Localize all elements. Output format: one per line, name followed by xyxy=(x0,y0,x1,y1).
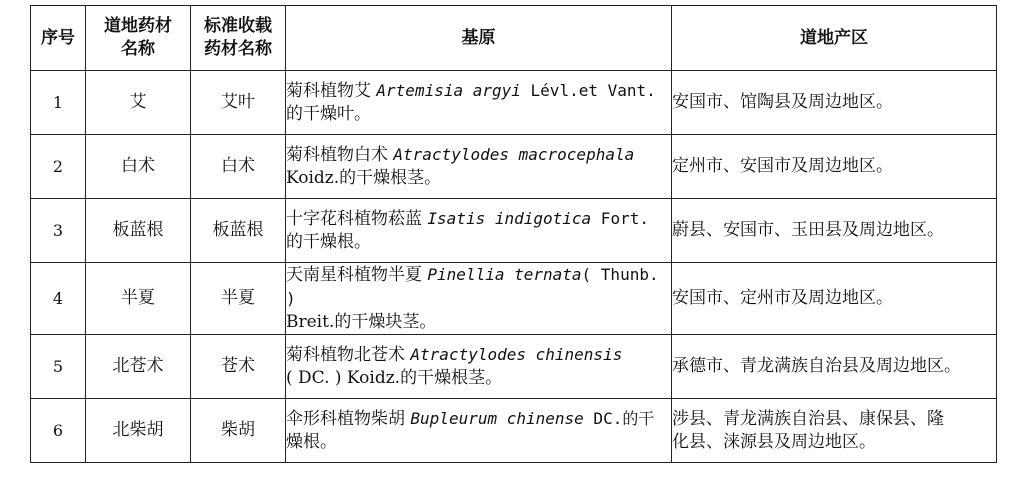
cell-authentic-name: 艾 xyxy=(86,71,191,135)
cell-region xyxy=(672,71,997,135)
cell-standard-name: 板蓝根 xyxy=(191,199,286,263)
header-origin: 基原 xyxy=(286,6,672,71)
header-no: 序号 xyxy=(31,6,86,71)
cell-region xyxy=(672,135,997,199)
cell-region xyxy=(672,199,997,263)
cell-authentic-name: 板蓝根 xyxy=(86,199,191,263)
cell-no: 6 xyxy=(31,399,86,463)
origin-text: 天南星科植物半夏 xyxy=(286,265,428,285)
origin-latin-name: Isatis indigotica xyxy=(427,209,592,228)
cell-origin xyxy=(286,135,672,199)
herb-table xyxy=(30,5,997,463)
origin-author: ( Thunb. ) xyxy=(286,265,659,308)
origin-latin-name: Pinellia ternata xyxy=(427,265,582,284)
origin-text: 菊科植物白术 xyxy=(286,145,394,165)
cell-standard-name: 柴胡 xyxy=(191,399,286,463)
origin-text: 十字花科植物菘蓝 xyxy=(286,209,428,229)
header-standard-name: 标准收载 药材名称 xyxy=(191,6,286,71)
cell-origin xyxy=(286,335,672,399)
cell-origin xyxy=(286,399,672,463)
cell-standard-name: 苍术 xyxy=(191,335,286,399)
origin-latin-name: Bupleurum chinense xyxy=(410,409,584,428)
origin-author: Lévl.et Vant. xyxy=(520,81,656,100)
origin-author: DC.的干 xyxy=(583,409,655,428)
origin-text-line2: Breit.的干燥块茎。 xyxy=(286,312,437,332)
cell-authentic-name: 北柴胡 xyxy=(86,399,191,463)
cell-origin xyxy=(286,263,672,335)
origin-latin-name: Atractylodes macrocephala xyxy=(393,145,635,164)
cell-authentic-name: 北苍术 xyxy=(86,335,191,399)
region-text: 承德市、青龙满族自治县及周边地区。 xyxy=(672,356,961,376)
region-text: 安国市、馆陶县及周边地区。 xyxy=(672,92,893,112)
origin-text: 伞形科植物柴胡 xyxy=(286,409,411,429)
table-body xyxy=(31,71,997,463)
region-text-line2: 化县、涞源县及周边地区。 xyxy=(672,431,876,452)
table-row xyxy=(31,135,997,199)
cell-no: 2 xyxy=(31,135,86,199)
origin-author: Fort. xyxy=(591,209,649,228)
origin-text-line2: 的干燥叶。 xyxy=(286,104,371,124)
cell-no: 4 xyxy=(31,263,86,335)
cell-authentic-name: 白术 xyxy=(86,135,191,199)
cell-region xyxy=(672,335,997,399)
origin-latin-name: Artemisia argyi xyxy=(376,81,521,100)
origin-latin-name: Atractylodes chinensis xyxy=(410,345,623,364)
cell-standard-name: 白术 xyxy=(191,135,286,199)
header-row xyxy=(31,6,997,71)
origin-text-line2: ( DC. ) Koidz.的干燥根茎。 xyxy=(286,368,503,388)
origin-text-line2: 的干燥根。 xyxy=(286,232,371,252)
cell-region xyxy=(672,399,997,463)
region-text: 定州市、安国市及周边地区。 xyxy=(672,156,893,176)
header-authentic-name: 道地药材 名称 xyxy=(86,6,191,71)
origin-text: 菊科植物北苍术 xyxy=(286,345,411,365)
origin-text-line2: 燥根。 xyxy=(286,432,337,452)
cell-region xyxy=(672,263,997,335)
cell-origin xyxy=(286,199,672,263)
cell-authentic-name: 半夏 xyxy=(86,263,191,335)
cell-no: 3 xyxy=(31,199,86,263)
region-text: 安国市、定州市及周边地区。 xyxy=(672,288,893,308)
cell-standard-name: 半夏 xyxy=(191,263,286,335)
table-row xyxy=(31,71,997,135)
table-row xyxy=(31,335,997,399)
cell-origin xyxy=(286,71,672,135)
table-row xyxy=(31,199,997,263)
header-region: 道地产区 xyxy=(672,6,997,71)
table-row xyxy=(31,399,997,463)
cell-no: 5 xyxy=(31,335,86,399)
region-text: 蔚县、安国市、玉田县及周边地区。 xyxy=(672,220,944,240)
origin-text: 菊科植物艾 xyxy=(286,81,377,101)
cell-no: 1 xyxy=(31,71,86,135)
origin-text-line2: Koidz.的干燥根茎。 xyxy=(286,168,442,188)
cell-standard-name: 艾叶 xyxy=(191,71,286,135)
region-text: 涉县、青龙满族自治县、康保县、隆 xyxy=(672,408,944,429)
table-row xyxy=(31,263,997,335)
